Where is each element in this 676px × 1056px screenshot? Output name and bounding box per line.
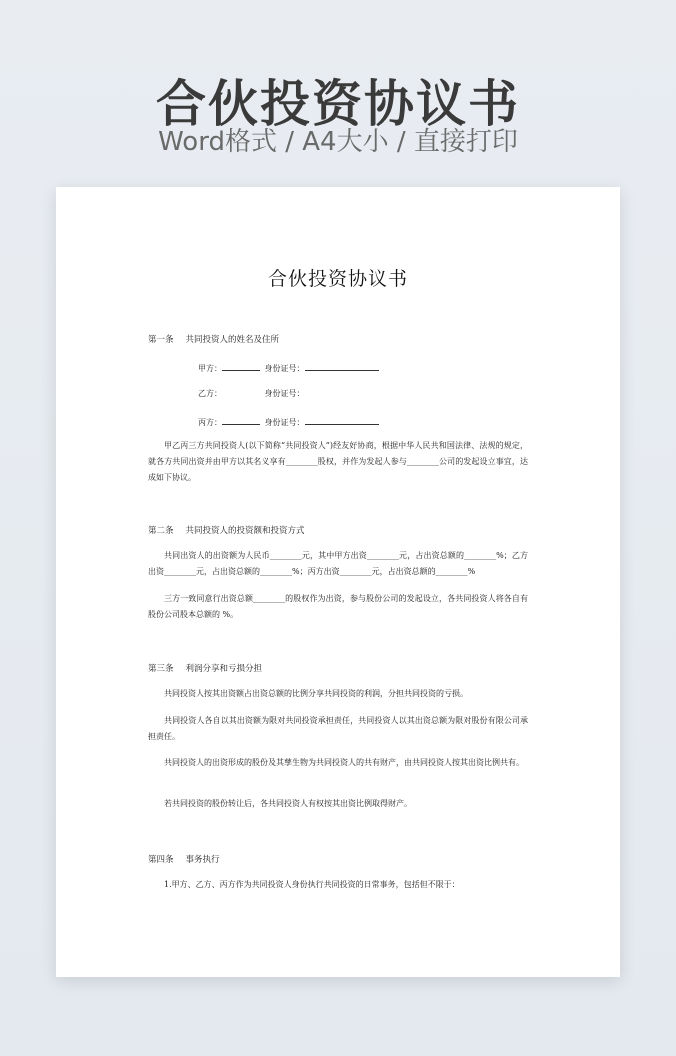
paragraph: 甲乙丙三方共同投资人(以下简称“共同投资人”)经友好协商，根据中华人民共和国法律、法规的规定，就各方共同出资并由甲方以其名义享有________股权，并作为发起人参与________公司的发起设立事宜，达成如下协议。 <box>148 441 528 482</box>
blank-line <box>222 361 260 371</box>
section-title: 共同投资人的投资额和投资方式 <box>185 526 305 536</box>
document-title: 合伙投资协议书 <box>267 268 408 290</box>
blank-line <box>222 415 260 425</box>
section-2-heading <box>148 524 305 536</box>
party-b-label: 乙方： <box>198 389 222 398</box>
section-number: 第二条 <box>148 526 174 536</box>
document-paper <box>56 187 620 977</box>
paragraph: 共同投资人的出资形成的股份及其孳生物为共同投资人的共有财产，由共同投资人按其出资比例共有。 <box>164 758 524 767</box>
id-label: 身份证号： <box>264 418 305 427</box>
section-4-heading <box>148 853 220 865</box>
section-title: 事务执行 <box>185 855 220 865</box>
section-title: 共同投资人的姓名及住所 <box>185 335 280 345</box>
paragraph: 共同投资人各自以其出资额为限对共同投资承担责任，共同投资人以其出资总额为限对股份有限公司承担责任。 <box>148 716 528 741</box>
blank-line <box>305 415 379 425</box>
id-label: 身份证号： <box>264 364 305 373</box>
paragraph: 若共同投资的股份转让后，各共同投资人有权按其出资比例取得财产。 <box>164 799 412 808</box>
party-c-label: 丙方： <box>198 418 222 427</box>
paragraph: 共同投资人按其出资额占出资总额的比例分享共同投资的利润，分担共同投资的亏损。 <box>164 689 468 698</box>
id-label: 身份证号： <box>264 389 305 398</box>
paragraph: 三方一致同意行出资总额________的股权作为出资，参与股份公司的发起设立，各共同投资人将各自有股份公司股本总额的 %。 <box>148 594 528 619</box>
section-number: 第一条 <box>148 335 174 345</box>
blank-line <box>305 361 379 371</box>
section-number: 第四条 <box>148 855 174 865</box>
party-a-label: 甲方： <box>198 364 222 373</box>
paragraph: 共同出资人的出资额为人民币________元，其中甲方出资________元，占出资总额的________%；乙方出资________元，占出资总额的________%；丙方出资________元，占出资总额的________% <box>148 551 528 576</box>
section-title: 利润分享和亏损分担 <box>185 664 263 674</box>
party-b-row <box>198 388 305 399</box>
section-1-heading <box>148 333 279 345</box>
party-c-row <box>198 415 379 428</box>
page-subtitle: Word格式 / A4大小 / 直接打印 <box>158 127 518 157</box>
section-3-heading <box>148 662 262 674</box>
page-title: 合伙投资协议书 <box>156 75 520 133</box>
paragraph: 1.甲方、乙方、丙方作为共同投资人身份执行共同投资的日常事务，包括但不限于： <box>164 880 460 889</box>
section-number: 第三条 <box>148 664 174 674</box>
party-a-row <box>198 361 379 374</box>
